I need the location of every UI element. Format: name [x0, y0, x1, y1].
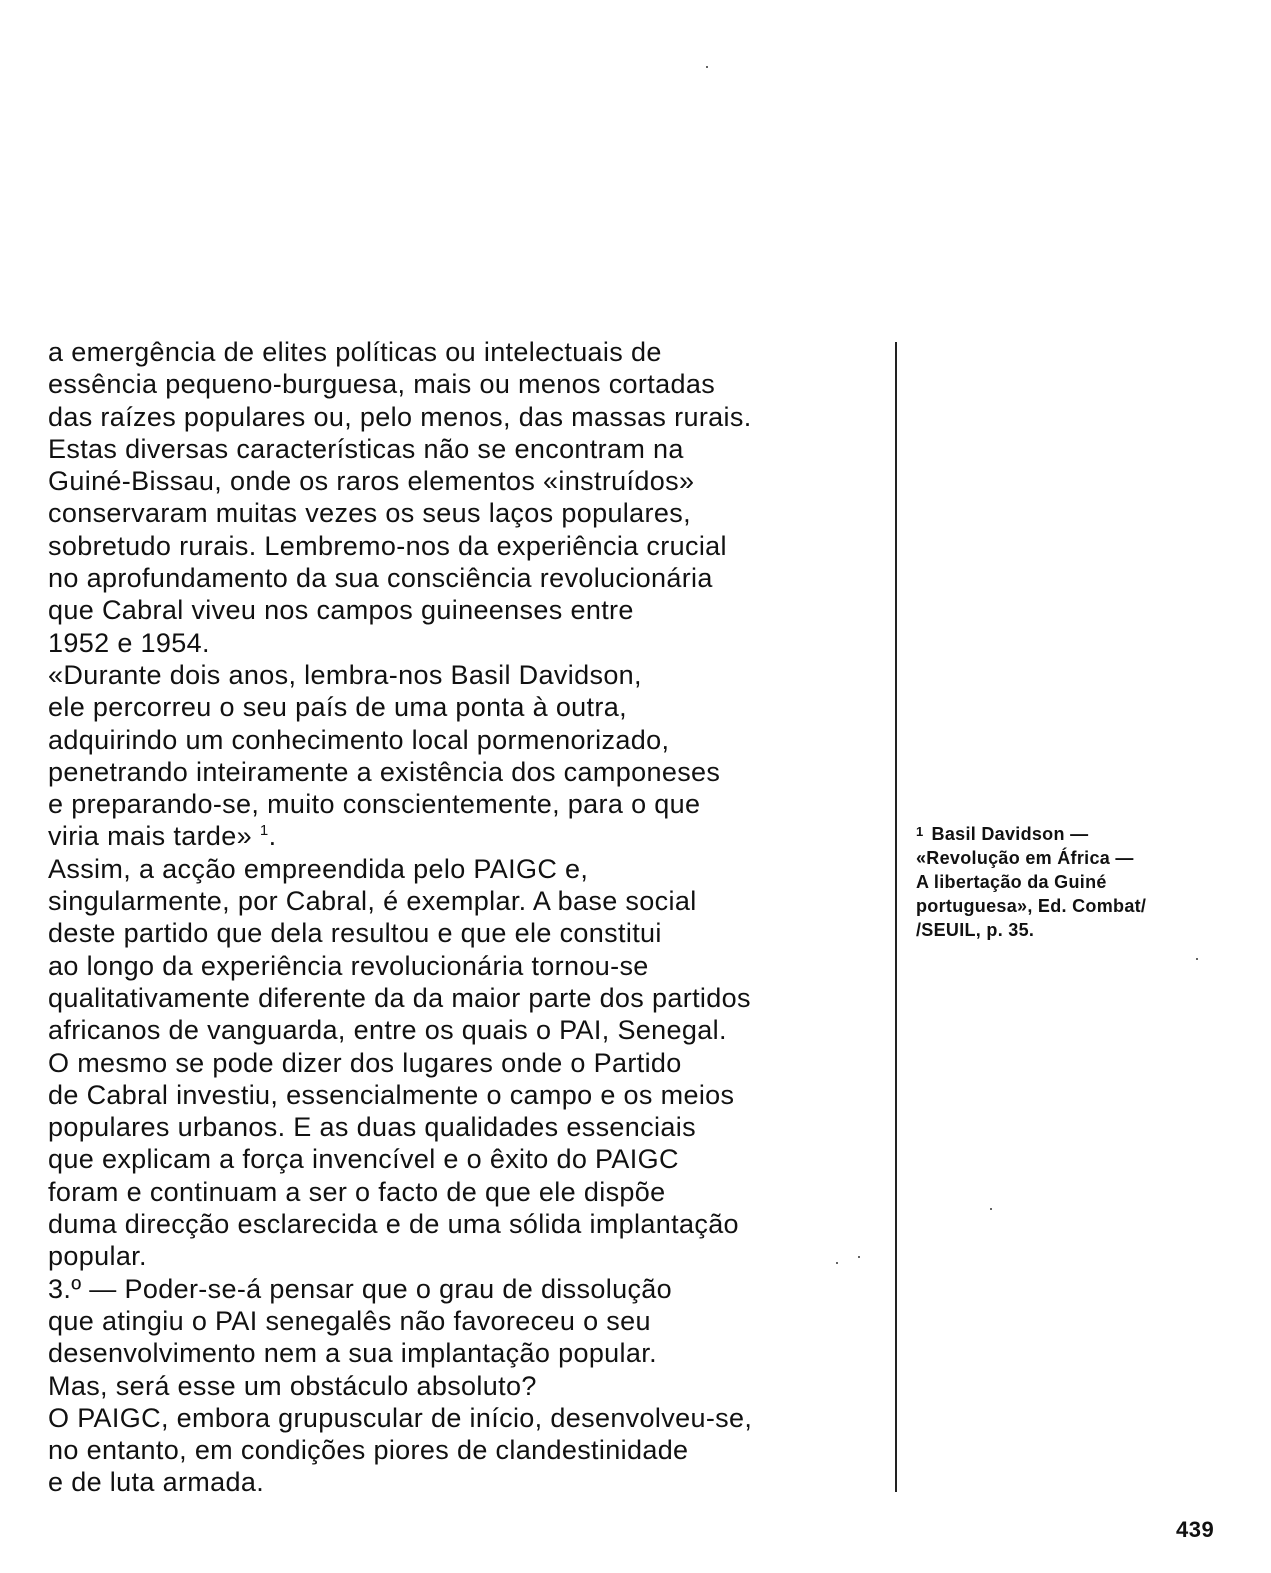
footnote-line [916, 820, 1236, 846]
scan-speck [990, 1208, 992, 1210]
body-line: que explicam a força invencível e o êxito do PAIGC [48, 1144, 679, 1175]
body-line: «Durante dois anos, lembra-nos Basil Davidson, [48, 659, 642, 690]
page-number: 439 [1176, 1517, 1215, 1542]
footnote-reference-period: . [268, 821, 277, 852]
body-line: populares urbanos. E as duas qualidades essenciais [48, 1112, 696, 1143]
scan-speck [1196, 958, 1198, 960]
body-line: deste partido que dela resultou e que ele constitui [48, 918, 662, 949]
body-line: ele percorreu o seu país de uma ponta à outra, [48, 692, 627, 723]
body-line: singularmente, por Cabral, é exemplar. A base social [48, 886, 697, 917]
body-line: ao longo da experiência revolucionária tornou-se [48, 950, 649, 981]
footnote-reference: 1 [259, 822, 269, 840]
scan-speck [858, 1256, 860, 1258]
body-line: Assim, a acção empreendida pelo PAIGC e, [48, 853, 589, 884]
body-line: e de luta armada. [48, 1467, 265, 1498]
body-line: a emergência de elites políticas ou intelectuais de [48, 337, 662, 367]
body-line: e preparando-se, muito conscientemente, para o que [48, 789, 701, 820]
body-line: sobretudo rurais. Lembremo-nos da experiência crucial [48, 530, 727, 561]
scan-speck [706, 66, 708, 68]
scan-speck [836, 1262, 838, 1264]
body-line: africanos de vanguarda, entre os quais o PAI, Senegal. [48, 1015, 727, 1046]
body-line: 3.º — Poder-se-á pensar que o grau de dissolução [48, 1273, 673, 1304]
body-line: 1952 e 1954. [48, 627, 210, 658]
body-line: que atingiu o PAI senegalês não favoreceu o seu [48, 1305, 651, 1336]
body-line: O mesmo se pode dizer dos lugares onde o Partido [48, 1047, 682, 1078]
body-line: das raízes populares ou, pelo menos, das massas rurais. [48, 401, 752, 432]
body-line: Mas, será esse um obstáculo absoluto? [48, 1370, 537, 1401]
body-line: foram e continuam a ser o facto de que ele dispõe [48, 1176, 666, 1207]
body-line: no entanto, em condições piores de clandestinidade [48, 1435, 689, 1466]
body-line: popular. [48, 1241, 147, 1272]
body-text [48, 336, 888, 1499]
footnote [916, 820, 1236, 942]
body-line: Estas diversas características não se encontram na [48, 433, 684, 464]
footnote-line: «Revolução em África — [916, 848, 1134, 868]
body-line: essência pequeno-burguesa, mais ou menos cortadas [48, 369, 716, 400]
column-divider [895, 342, 897, 1492]
body-line: conservaram muitas vezes os seus laços populares, [48, 498, 691, 529]
body-line: de Cabral investiu, essencialmente o campo e os meios [48, 1079, 735, 1110]
body-line: penetrando inteiramente a existência dos camponeses [48, 756, 721, 787]
footnote-text: Basil Davidson — [931, 824, 1089, 844]
body-line-text: viria mais tarde» [48, 821, 260, 852]
footnote-line: portuguesa», Ed. Combat/ [916, 896, 1147, 916]
body-line: duma direcção esclarecida e de uma sólida implantação [48, 1209, 739, 1240]
body-line: que Cabral viveu nos campos guineenses entre [48, 595, 634, 626]
footnote-line: A libertação da Guiné [916, 872, 1107, 892]
body-line: desenvolvimento nem a sua implantação popular. [48, 1338, 657, 1369]
body-line: qualitativamente diferente da da maior parte dos partidos [48, 982, 751, 1013]
body-line: no aprofundamento da sua consciência revolucionária [48, 563, 713, 594]
body-line: O PAIGC, embora grupuscular de início, desenvolveu-se, [48, 1402, 753, 1433]
footnote-marker: 1 [916, 824, 924, 839]
footnote-line: /SEUIL, p. 35. [916, 920, 1035, 940]
body-line-with-footnote-ref [48, 820, 888, 852]
body-line: Guiné-Bissau, onde os raros elementos «instruídos» [48, 466, 695, 497]
body-line: adquirindo um conhecimento local pormenorizado, [48, 724, 670, 755]
